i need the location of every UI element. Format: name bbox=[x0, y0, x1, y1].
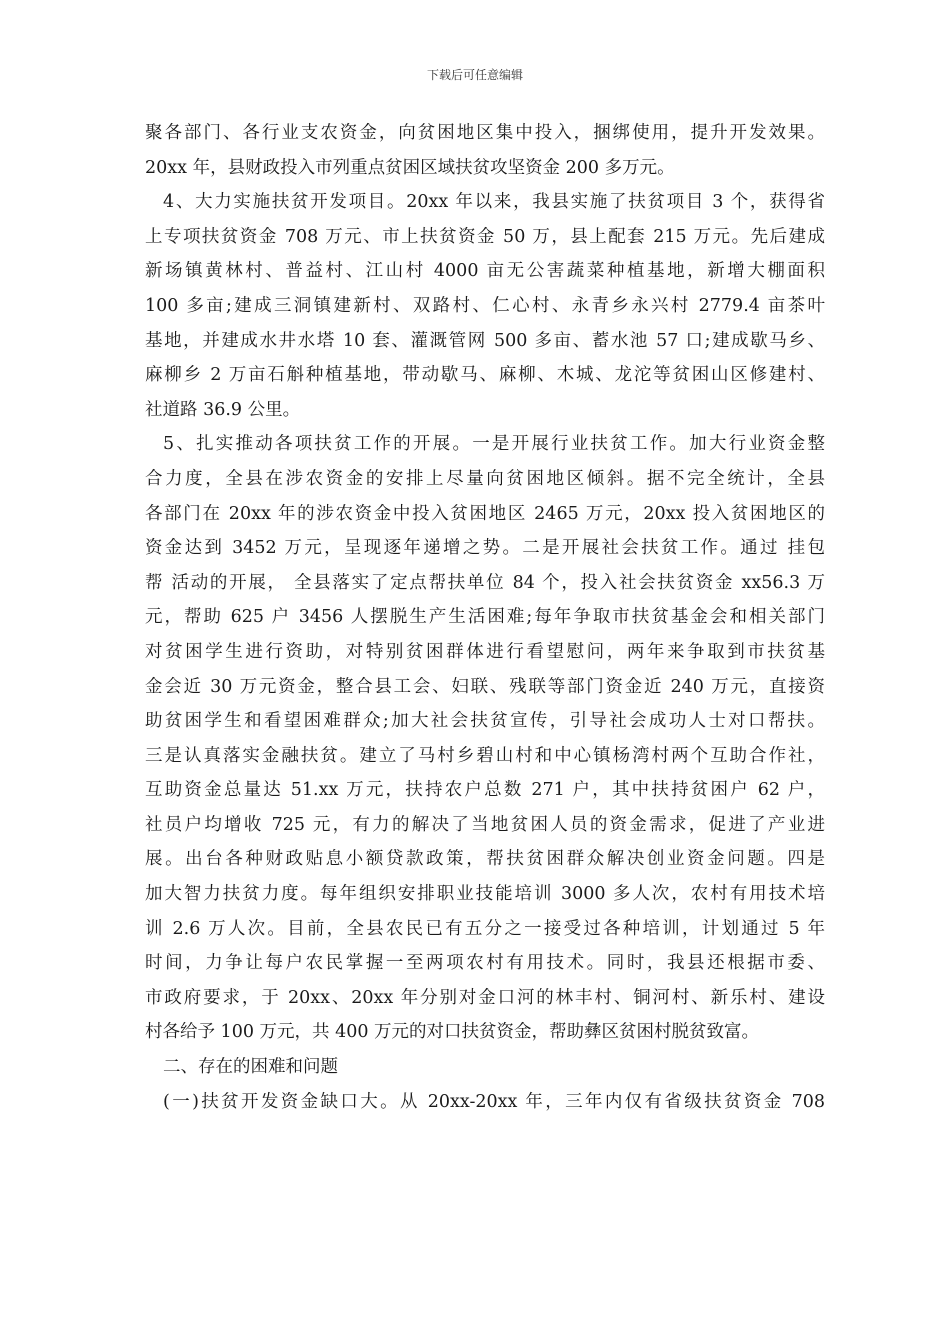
text-line: 市政府要求，于 20xx、20xx 年分别对金口河的林丰村、铜河村、新乐村、建设 bbox=[145, 987, 825, 1008]
text-line: 100 多亩;建成三洞镇建新村、双路村、仁心村、永青乡永兴村 2779.4 亩茶叶 bbox=[145, 295, 825, 316]
text-line: 社道路 36.9 公里。 bbox=[145, 399, 301, 420]
text-line: 元，帮助 625 户 3456 人摆脱生产生活困难;每年争取市扶贫基金会和相关部门 bbox=[145, 607, 825, 628]
text-line: (一)扶贫开发资金缺口大。从 20xx-20xx 年，三年内仅有省级扶贫资金 708 bbox=[163, 1091, 825, 1112]
text-line: 三是认真落实金融扶贫。建立了马村乡碧山村和中心镇杨湾村两个互助合作社， bbox=[145, 745, 825, 766]
page-header: 下载后可任意编辑 bbox=[426, 68, 523, 82]
text-line: 基地，并建成水井水塔 10 套、灌溉管网 500 多亩、蓄水池 57 口;建成歇马乡、 bbox=[145, 330, 825, 351]
text-line: 新场镇黄林村、普益村、江山村 4000 亩无公害蔬菜种植基地，新增大棚面积 bbox=[145, 261, 825, 282]
section-heading: 二、存在的困难和问题 bbox=[163, 1057, 338, 1078]
text-line: 互助资金总量达 51.xx 万元，扶持农户总数 271 户，其中扶持贫困户 62 户， bbox=[145, 780, 825, 801]
document-body bbox=[145, 116, 825, 1119]
text-line: 合力度，全县在涉农资金的安排上尽量向贫困地区倾斜。据不完全统计，全县 bbox=[145, 468, 825, 489]
text-line: 帮 活动的开展， 全县落实了定点帮扶单位 84 个，投入社会扶贫资金 xx56.3 万 bbox=[145, 572, 825, 593]
text-line: 4、大力实施扶贫开发项目。20xx 年以来，我县实施了扶贫项目 3 个，获得省 bbox=[163, 192, 825, 213]
text-line: 麻柳乡 2 万亩石斛种植基地，带动歇马、麻柳、木城、龙沱等贫困山区修建村、 bbox=[145, 365, 825, 386]
text-line: 时间，力争让每户农民掌握一至两项农村有用技术。同时，我县还根据市委、 bbox=[145, 953, 825, 974]
text-line: 村各给予 100 万元，共 400 万元的对口扶贫资金，帮助彝区贫困村脱贫致富。 bbox=[145, 1022, 760, 1043]
text-line: 资金达到 3452 万元，呈现逐年递增之势。二是开展社会扶贫工作。通过 挂包 bbox=[145, 538, 825, 559]
text-line: 展。出台各种财政贴息小额贷款政策，帮扶贫困群众解决创业资金问题。四是 bbox=[145, 849, 825, 870]
text-line: 各部门在 20xx 年的涉农资金中投入贫困地区 2465 万元，20xx 投入贫困地区的 bbox=[145, 503, 825, 524]
text-line: 社员户均增收 725 元，有力的解决了当地贫困人员的资金需求，促进了产业进 bbox=[145, 814, 825, 835]
text-line: 上专项扶贫资金 708 万元、市上扶贫资金 50 万，县上配套 215 万元。先后建成 bbox=[145, 226, 825, 247]
text-line: 金会近 30 万元资金，整合县工会、妇联、残联等部门资金近 240 万元，直接资 bbox=[145, 676, 825, 697]
text-line: 加大智力扶贫力度。每年组织安排职业技能培训 3000 多人次，农村有用技术培 bbox=[145, 884, 825, 905]
text-line: 助贫困学生和看望困难群众;加大社会扶贫宣传，引导社会成功人士对口帮扶。 bbox=[145, 711, 825, 732]
text-line: 训 2.6 万人次。目前，全县农民已有五分之一接受过各种培训，计划通过 5 年 bbox=[145, 918, 825, 939]
text-line: 聚各部门、各行业支农资金，向贫困地区集中投入，捆绑使用，提升开发效果。 bbox=[145, 123, 825, 143]
text-line: 20xx 年，县财政投入市列重点贫困区域扶贫攻坚资金 200 多万元。 bbox=[145, 157, 675, 178]
text-line: 5、扎实推动各项扶贫工作的开展。一是开展行业扶贫工作。加大行业资金整 bbox=[163, 434, 825, 455]
text-line: 对贫困学生进行资助，对特别贫困群体进行看望慰问，两年来争取到市扶贫基 bbox=[145, 641, 825, 662]
